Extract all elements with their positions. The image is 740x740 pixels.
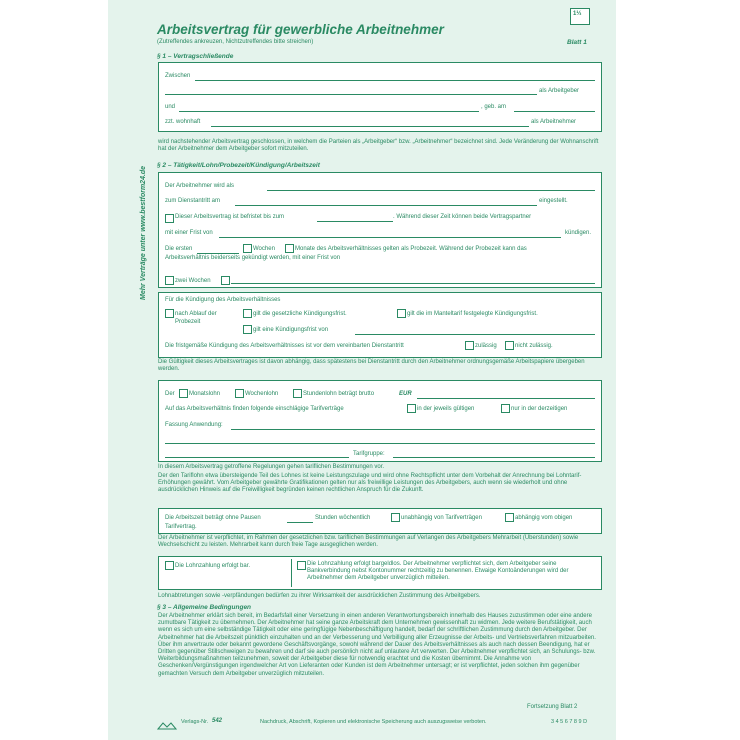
label-wochenlohn: Wochenlohn (245, 391, 279, 397)
input-zwischen[interactable] (195, 80, 595, 81)
checkbox-nach-ablauf[interactable] (165, 309, 174, 318)
label-probezeit: Probezeit (175, 319, 201, 325)
payment-box (158, 556, 602, 590)
checkbox-eine-frist[interactable] (243, 325, 252, 334)
side-advert-text: Mehr Verträge unter www.bestform24.de (140, 165, 147, 300)
checkbox-befristet[interactable] (165, 214, 174, 223)
copyright-notice: Nachdruck, Abschrift, Kopieren und elektronische Speicherung auch auszugsweise verboten. (260, 719, 487, 725)
label-waehrend: . Während dieser Zeit können beide Vertragspartner (393, 214, 532, 220)
label-eur: EUR (399, 391, 412, 397)
input-taetigkeit[interactable] (267, 190, 595, 191)
checkbox-abhaengig[interactable] (505, 513, 514, 522)
abtretungen-text: Lohnabtretungen sowie -verpfändungen bedürfen zu ihrer Wirksamkeit der ausdrücklichen Zustimmung des Arbeitgebers. (158, 593, 481, 599)
label-kuendigung-fuer: Für die Kündigung des Arbeitsverhältnisses (165, 297, 281, 303)
label-gesetzliche: gilt die gesetzliche Kündigungsfrist. (253, 311, 347, 317)
label-beiderseits: Arbeitsverhältnis beiderseits gekündigt werden, mit einer Frist von (165, 255, 341, 261)
label-manteltarif: gilt die im Manteltarif festgelegte Kündigungsfrist. (407, 311, 538, 317)
checkbox-zulaessig[interactable] (465, 341, 474, 350)
label-nach-ablauf: nach Ablauf der (175, 311, 217, 317)
form-title: Arbeitsvertrag für gewerbliche Arbeitnehmer (157, 22, 444, 37)
checkbox-wochenlohn[interactable] (235, 389, 244, 398)
label-tarifvertrag: Tarifvertrag. (165, 524, 197, 530)
verlags-nr: 542 (212, 718, 223, 724)
label-die-ersten: Die ersten (165, 246, 193, 252)
label-derzeitige: nur in der derzeitigen (511, 406, 568, 412)
input-stunden[interactable] (287, 522, 313, 523)
gueltigkeit-text: Die Gültigkeit dieses Arbeitsvertrages ist davon abhängig, dass spätestens bei Dienstantritt durch den Arbeitnehmer ordnungsgemäße Arbeitspapiere übergeben werden. (158, 359, 585, 373)
label-dienstantritt: zum Dienstantritt am (165, 198, 221, 204)
section1-heading: § 1 – Vertragschließende (157, 53, 234, 60)
section3-text: Der Arbeitnehmer erklärt sich bereit, im Bedarfsfall einer Versetzung in einen anderen Verantwortungsbereich innerhalb des Hauses zuzustimmen oder eine andere zumutbare Tätigkeit zu übernehmen. Der Arbeitnehmer hat seine ganze Arbeitskraft dem Unternehmen gewissenhaft zu widmen. Jede weitere Berufstätigkeit, auch wenn es sich um eine selbständige Tätigkeit oder eine geringfügige Nebenbeschäftigung handelt, bedarf der schriftlichen Zustimmung durch den Arbeitgeber. Der Arbeitnehmer hat die Arbeitszeit pünktlich einzuhalten und an der Verbesserung und Verbilligung aller Erzeugnisse der Arbeits- und Vertriebsverfahren mitzuarbeiten. Über ihm anvertraute oder bekannt gewordene Geschäftsvorgänge, sowohl während der Dauer des Arbeitsverhältnisses als auch nach dessen Beendigung, hat er Dritten gegenüber Stillschweigen zu bewahren und darf sie auch persönlich nicht auf unlautere Art verwerten. Der Arbeitnehmer verpflichtet sich, an Schulungs- bzw. Weiterbildungsmaßnahmen teilzunehmen, soweit der Arbeitgeber diese für notwendig erachtet und die Kosten übernimmt. Die Annahme von Geschenken/Vergünstigungen irgendwelcher Art von Lieferanten oder Kunden ist dem Arbeitnehmer untersagt; er ist verpflichtet, jeden solchen ihm gegenüber gemachten Versuch dem Arbeitgeber unverzüglich mitzuteilen. (158, 613, 596, 677)
brand-logo (570, 8, 590, 25)
continuation-label: Fortsetzung Blatt 2 (527, 704, 578, 710)
sheet-label: Blatt 1 (567, 39, 587, 46)
checkbox-nicht-zulaessig[interactable] (505, 341, 514, 350)
input-probezeit-anzahl[interactable] (197, 253, 239, 254)
payment-divider (291, 559, 292, 587)
regelungen-text: In diesem Arbeitsvertrag getroffene Regelungen gehen tariflichen Bestimmungen vor. (158, 464, 385, 470)
publisher-logo (157, 717, 177, 725)
label-eine-frist: gilt eine Kündigungsfrist von (253, 327, 329, 333)
form-code: 3 4 5 6 7 8 9 D (551, 719, 588, 725)
label-der: Der (165, 391, 175, 397)
label-fassung: Fassung Anwendung: (165, 422, 223, 428)
activity-box (158, 172, 602, 288)
label-bar: Die Lohnzahlung erfolgt bar. (175, 563, 251, 569)
label-eingestellt: eingestellt. (539, 198, 568, 204)
input-arbeitnehmer-name[interactable] (179, 111, 479, 112)
label-kuendigen: kündigen. (565, 230, 592, 236)
label-fristgemaess: Die fristgemäße Kündigung des Arbeitsverhältnisses ist vor dem vereinbarten Dienstantritt (165, 343, 404, 349)
label-zwischen: Zwischen (165, 73, 191, 79)
tariflohn-text: Der den Tariflohn etwa übersteigende Teil des Lohnes ist keine Leistungszulage und wird ohne Rechtspflicht unter dem Vorbehalt der Anrechnung bei Lohntarif-Erhöhungen gewährt. Vom Arbeitgeber gewährte Gratifikationen gelten nur als freiwillige Leistungen des Arbeitgebers, auch wenn sie wiederholt und ohne ausdrücklichen Hinweis auf die Freiwilligkeit begründen keinen rechtlichen Anspruch für die Zukunft. (158, 473, 582, 494)
section1-text: wird nachstehender Arbeitsvertrag geschlossen, in welchem die Parteien als „Arbeitgeber“ bzw. „Arbeitnehmer“ bezeichnet sind. Jede Veränderung der Wohnanschrift hat der Arbeitnehmer dem Arbeitgeber sofort mitzuteilen. (158, 139, 599, 153)
checkbox-monatslohn[interactable] (179, 389, 188, 398)
label-arbeitnehmer-als: Der Arbeitnehmer wird als (165, 183, 235, 189)
label-bargeldlos: Die Lohnzahlung erfolgt bargeldlos. Der Arbeitnehmer verpflichtet sich, dem Arbeitgeber seine Bankverbindung nebst Kontonummer rechtzeitig zu benennen. Etwaige Kontoänderungen wird der Arbeitnehmer dem Arbeitgeber unverzüglich mitteilen. (307, 561, 569, 582)
label-nicht-zulaessig: nicht zulässig. (515, 343, 553, 349)
label-abhaengig: abhängig vom obigen (515, 515, 573, 521)
checkbox-andere-frist[interactable] (221, 276, 230, 285)
section2-heading: § 2 – Tätigkeit/Lohn/Probezeit/Kündigung/Arbeitszeit (157, 162, 320, 169)
label-stundenlohn: Stundenlohn beträgt brutto (303, 391, 375, 397)
label-monate: Monate des Arbeitsverhältnisses gelten als Probezeit. Während der Probezeit kann das (295, 246, 527, 252)
label-stunden: Stunden wöchentlich (315, 515, 371, 521)
label-zwei-wochen: zwei Wochen (175, 278, 211, 284)
mehrarbeit-text: Der Arbeitnehmer ist verpflichtet, im Rahmen der gesetzlichen bzw. tariflichen Bestimmungen auf Verlangen des Arbeitgebers Mehrarbeit (Überstunden) sowie Wechselschicht zu leisten. Mehrarbeit kann durch freie Tage ausgeglichen werden. (158, 535, 579, 549)
input-tarifvertrag-2[interactable] (165, 443, 595, 444)
parties-box (158, 62, 602, 132)
label-befristet: Dieser Arbeitsvertrag ist befristet bis zum (175, 214, 285, 220)
label-tarifgruppe: Tarifgruppe: (353, 451, 385, 457)
checkbox-zwei-wochen[interactable] (165, 276, 174, 285)
label-tarifvertraege: Auf das Arbeitsverhältnis finden folgende einschlägige Tarifverträge (165, 406, 344, 412)
section3-heading: § 3 – Allgemeine Bedingungen (157, 604, 252, 611)
label-frist-von: mit einer Frist von (165, 230, 213, 236)
checkbox-manteltarif[interactable] (397, 309, 406, 318)
checkbox-wochen[interactable] (243, 244, 252, 253)
checkbox-jeweils-gueltig[interactable] (407, 404, 416, 413)
checkbox-bargeldlos[interactable] (297, 561, 306, 570)
working-time-box (158, 508, 602, 534)
label-arbeitszeit: Die Arbeitszeit beträgt ohne Pausen (165, 515, 261, 521)
logo-mark: 1⅓ (573, 11, 582, 17)
checkbox-monate[interactable] (285, 244, 294, 253)
checkbox-bar[interactable] (165, 561, 174, 570)
input-wohnhaft[interactable] (211, 126, 529, 127)
wage-box (158, 380, 602, 462)
input-andere-frist[interactable] (231, 283, 595, 284)
label-als-arbeitnehmer: als Arbeitnehmer (531, 119, 577, 125)
label-und: und (165, 104, 176, 110)
input-dienstantritt[interactable] (235, 205, 537, 206)
label-als-arbeitgeber: als Arbeitgeber (539, 88, 580, 94)
input-tarifvertrag-3[interactable] (165, 457, 349, 458)
label-geb-am: , geb. am (481, 104, 507, 110)
checkbox-gesetzliche[interactable] (243, 309, 252, 318)
termination-box (158, 292, 602, 358)
checkbox-stundenlohn[interactable] (293, 389, 302, 398)
input-tarifgruppe[interactable] (393, 457, 595, 458)
input-frist[interactable] (219, 237, 561, 238)
input-geburtsdatum[interactable] (514, 111, 595, 112)
form-hint: (Zutreffendes ankreuzen, Nichtzutreffendes bitte streichen) (157, 39, 314, 45)
label-unabhaengig: unabhängig von Tarifverträgen (401, 515, 482, 521)
label-zulaessig: zulässig (475, 343, 497, 349)
verlags-label: Verlags-Nr. (181, 719, 209, 725)
label-jeweils-gueltig: in der jeweils gültigen (417, 406, 475, 412)
label-wochen: Wochen (253, 246, 275, 252)
checkbox-unabhaengig[interactable] (391, 513, 400, 522)
input-lohn-betrag[interactable] (417, 398, 595, 399)
input-kuendigungsfrist[interactable] (355, 334, 595, 335)
input-befristet-bis[interactable] (317, 221, 393, 222)
label-monatslohn: Monatslohn (189, 391, 221, 397)
label-wohnhaft: zzt. wohnhaft (165, 119, 201, 125)
input-arbeitgeber[interactable] (165, 94, 537, 95)
input-tarifvertrag[interactable] (231, 429, 595, 430)
checkbox-derzeitige[interactable] (501, 404, 510, 413)
